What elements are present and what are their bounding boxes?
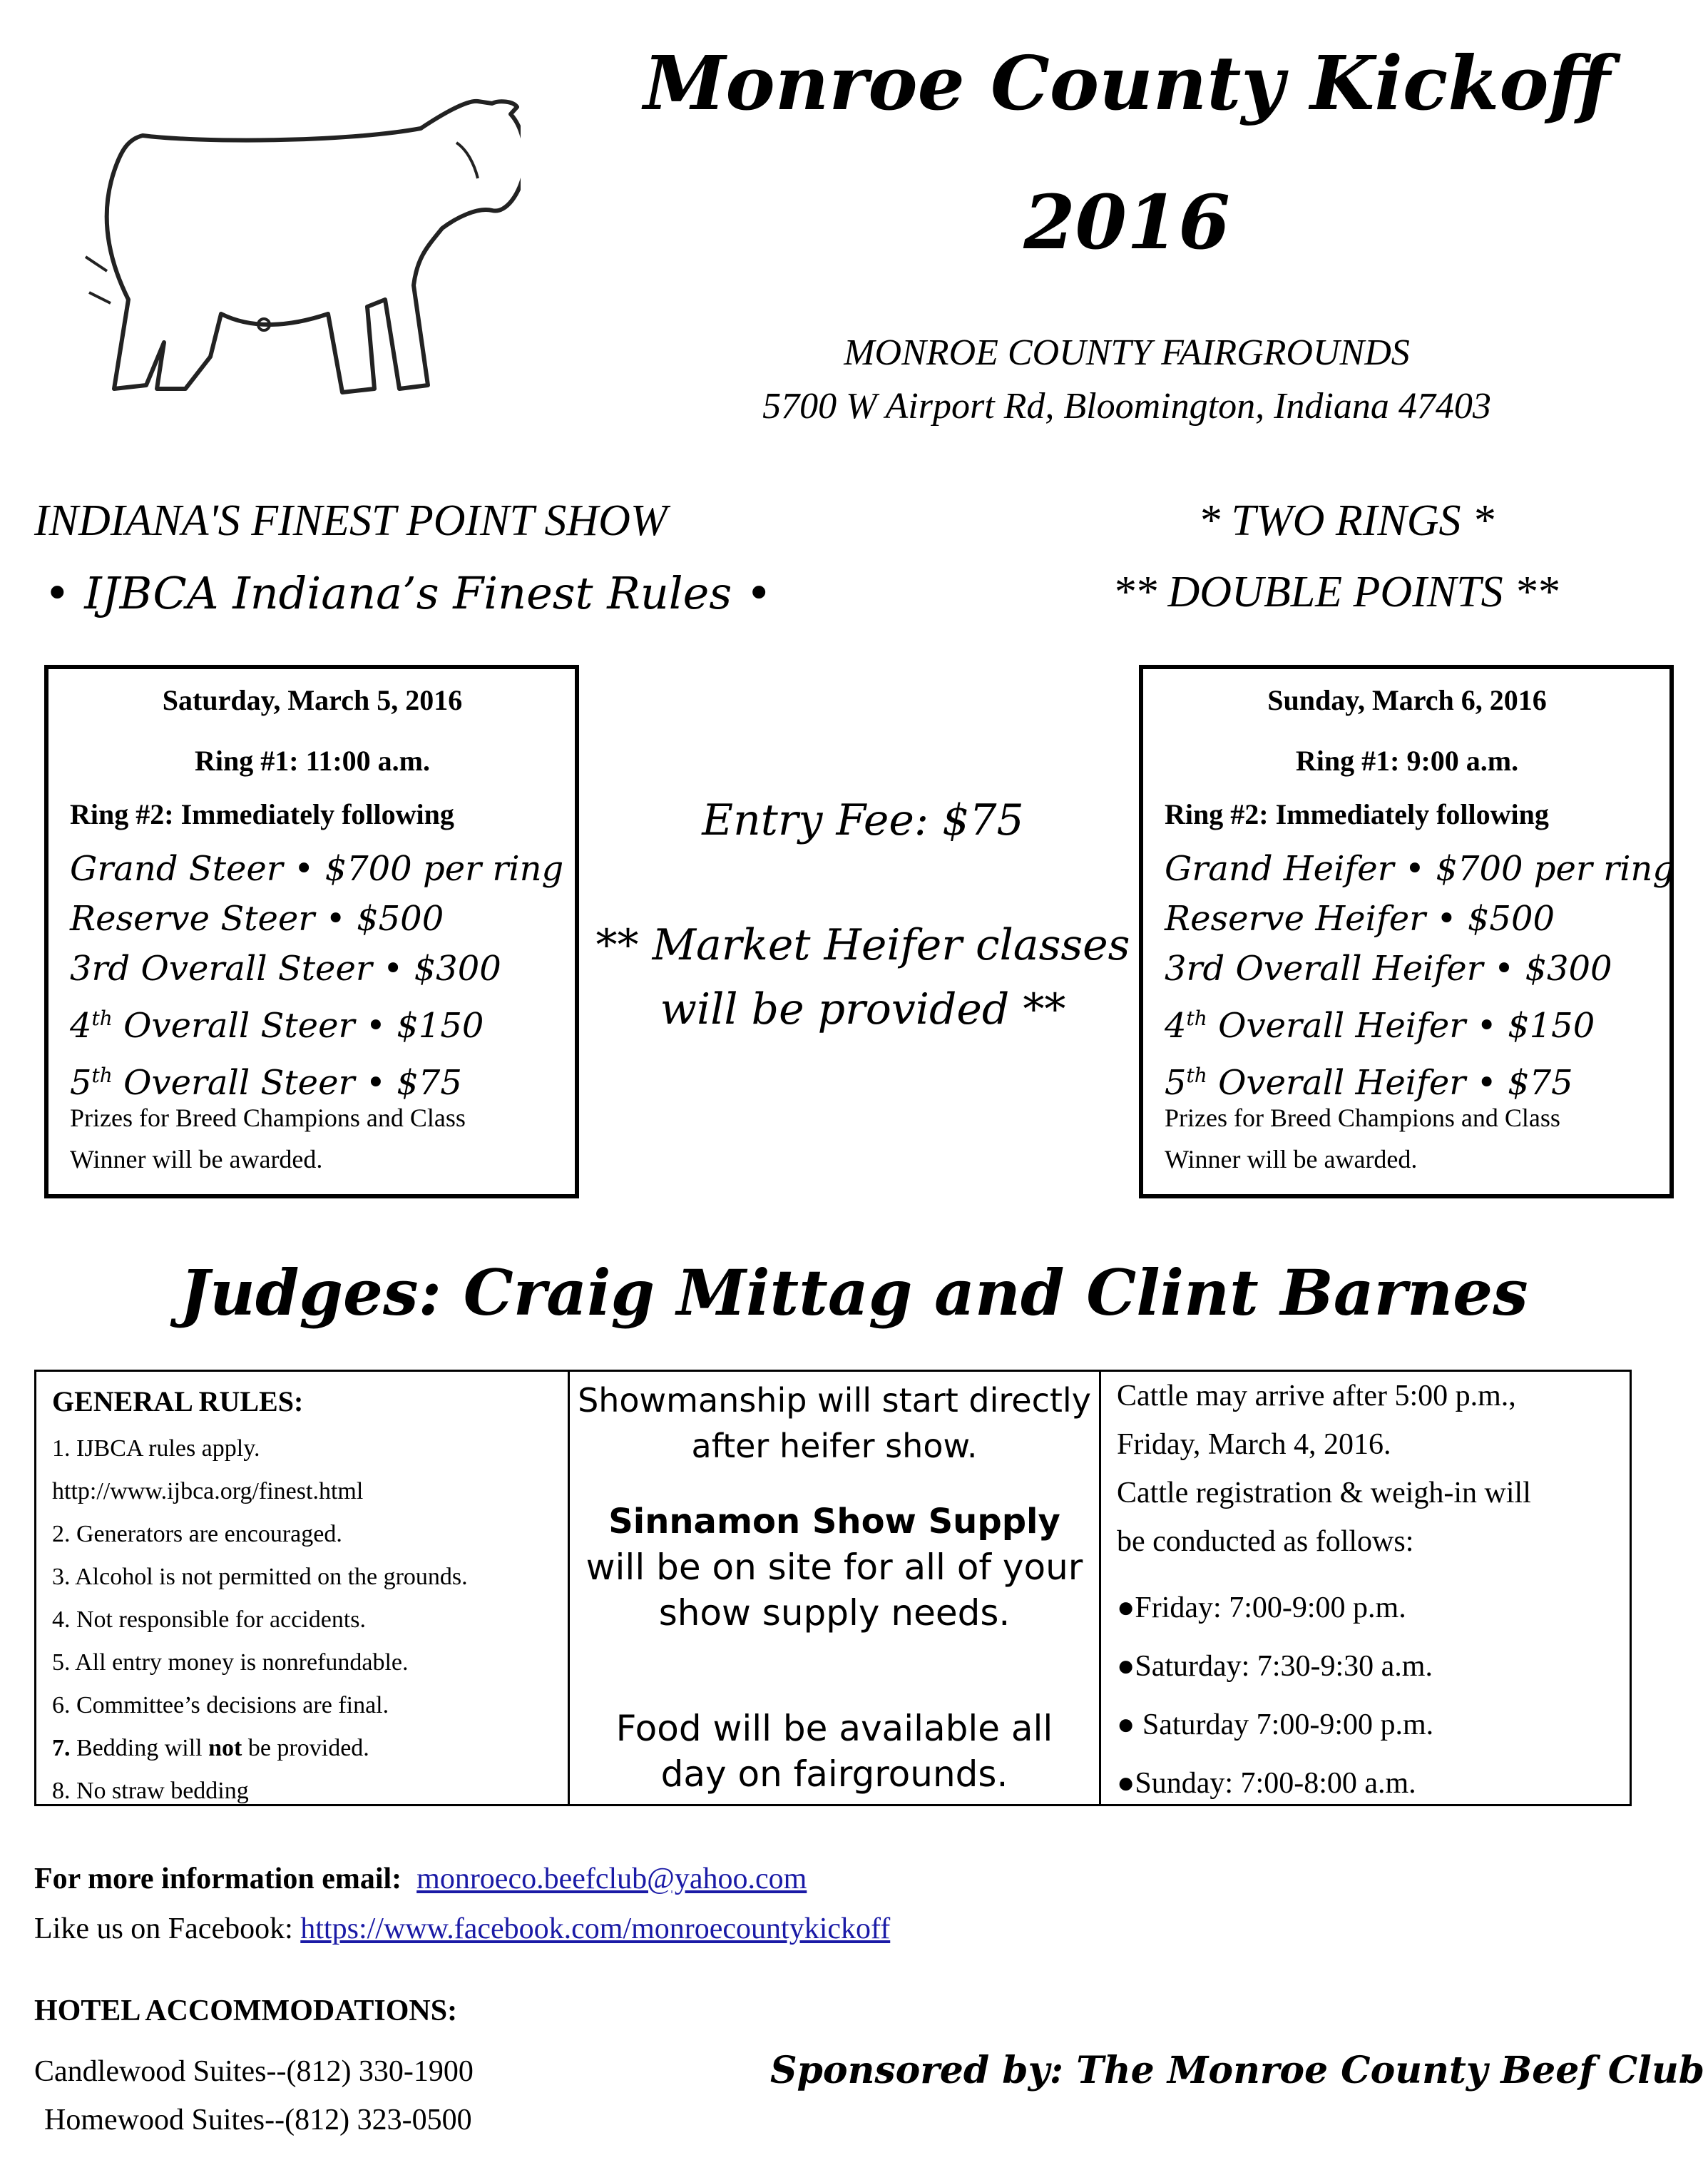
- page-title-year: 2016: [1023, 178, 1230, 266]
- rule-item: 5. All entry money is nonrefundable.: [52, 1649, 409, 1676]
- weigh-in-time: ●Sunday: 7:00-8:00 a.m.: [1117, 1767, 1416, 1800]
- sunday-ring1: Ring #1: 9:00 a.m.: [1295, 745, 1519, 777]
- showmanship-note: Showmanship will start directly after heifer show.: [578, 1381, 1091, 1465]
- email-link[interactable]: monroeco.beefclub@yahoo.com: [416, 1863, 807, 1895]
- hotel-item: Homewood Suites--(812) 323-0500: [44, 2104, 472, 2136]
- arrival-column: [1099, 1372, 1630, 1804]
- saturday-ring2: Ring #2: Immediately following: [70, 798, 454, 830]
- rule-item: 6. Committee’s decisions are final.: [52, 1692, 389, 1718]
- sunday-prize: 5th Overall Heifer • $75: [1165, 1063, 1573, 1103]
- sunday-note: Prizes for Breed Champions and Class Winner will be awarded.: [1165, 1104, 1560, 1173]
- rule-item: 2. Generators are encouraged.: [52, 1521, 342, 1547]
- facebook-contact: Like us on Facebook: https://www.facebook.com/monroecountykickoff: [34, 1912, 891, 1945]
- rule-item: 3. Alcohol is not permitted on the grounds.: [52, 1564, 468, 1590]
- rules-note: • IJBCA Indiana’s Finest Rules •: [44, 567, 772, 619]
- weigh-in-time: ●Friday: 7:00-9:00 p.m.: [1117, 1591, 1406, 1624]
- sunday-schedule-box: [1139, 665, 1674, 1198]
- email-contact: For more information email: monroeco.beefclub@yahoo.com: [34, 1863, 807, 1895]
- supply-name: Sinnamon Show Supply: [608, 1502, 1060, 1542]
- saturday-prize: 3rd Overall Steer • $300: [70, 949, 501, 989]
- page-title: Monroe County Kickoff: [643, 39, 1610, 127]
- rule-item: 1. IJBCA rules apply.: [52, 1435, 260, 1462]
- rule-item: http://www.ijbca.org/finest.html: [52, 1478, 364, 1504]
- market-heifer-line1: ** Market Heifer classes: [595, 920, 1130, 970]
- sunday-ring2: Ring #2: Immediately following: [1165, 798, 1549, 830]
- rule-item: 8. No straw bedding: [52, 1778, 249, 1804]
- show-type: INDIANA'S FINEST POINT SHOW: [34, 496, 668, 545]
- general-rules-heading: GENERAL RULES:: [52, 1385, 304, 1417]
- facebook-link[interactable]: https://www.facebook.com/monroecountykickoff: [300, 1912, 891, 1945]
- cow-outline-icon: [57, 71, 521, 421]
- saturday-note: Prizes for Breed Champions and Class Winner will be awarded.: [70, 1104, 466, 1173]
- saturday-prize: Grand Steer • $700 per ring: [70, 849, 564, 889]
- sunday-prize: 3rd Overall Heifer • $300: [1165, 949, 1612, 989]
- saturday-prize: 4th Overall Steer • $150: [70, 1006, 484, 1046]
- saturday-ring1: Ring #1: 11:00 a.m.: [195, 745, 430, 777]
- general-rules-column: [36, 1372, 568, 1804]
- arrival-note: Cattle may arrive after 5:00 p.m., Friday, March 4, 2016. Cattle registration & weigh-in will be conducted as follows:: [1117, 1380, 1531, 1558]
- sunday-prize: Grand Heifer • $700 per ring: [1165, 849, 1675, 889]
- info-column: [568, 1372, 1099, 1804]
- weigh-in-times: [1117, 1579, 1433, 1813]
- double-points-note: ** DOUBLE POINTS **: [1113, 568, 1559, 616]
- saturday-prize: Reserve Steer • $500: [70, 899, 444, 939]
- saturday-prize: 5th Overall Steer • $75: [70, 1063, 462, 1103]
- sunday-date: Sunday, March 6, 2016: [1267, 684, 1547, 716]
- weigh-in-time: ● Saturday 7:00-9:00 p.m.: [1117, 1708, 1434, 1741]
- hotels-heading: HOTEL ACCOMMODATIONS:: [34, 1995, 458, 2027]
- supply-note: Sinnamon Show Supply will be on site for all of your show supply needs.: [570, 1499, 1099, 1636]
- sponsor-line: Sponsored by: The Monroe County Beef Club: [770, 2049, 1705, 2092]
- weigh-in-time: ●Saturday: 7:30-9:30 a.m.: [1117, 1650, 1433, 1683]
- saturday-schedule-box: [44, 665, 579, 1198]
- judges-heading: Judges: Craig Mittag and Clint Barnes: [180, 1255, 1528, 1330]
- sunday-prize: Reserve Heifer • $500: [1165, 899, 1555, 939]
- market-heifer-line2: will be provided **: [660, 984, 1066, 1034]
- venue-address: 5700 W Airport Rd, Bloomington, Indiana 47403: [762, 386, 1491, 427]
- rules-table: [34, 1370, 1632, 1806]
- venue-name: MONROE COUNTY FAIRGROUNDS: [844, 332, 1410, 373]
- food-note: Food will be available all day on fairgrounds.: [615, 1708, 1053, 1795]
- saturday-date: Saturday, March 5, 2016: [162, 684, 463, 716]
- sunday-prize: 4th Overall Heifer • $150: [1165, 1006, 1595, 1046]
- two-rings-note: * TWO RINGS *: [1198, 496, 1495, 545]
- rule-item: 7. Bedding will not be provided.: [52, 1735, 369, 1761]
- hotel-item: Candlewood Suites--(812) 330-1900: [34, 2055, 474, 2088]
- entry-fee: Entry Fee: $75: [702, 795, 1024, 845]
- rule-item: 4. Not responsible for accidents.: [52, 1606, 366, 1633]
